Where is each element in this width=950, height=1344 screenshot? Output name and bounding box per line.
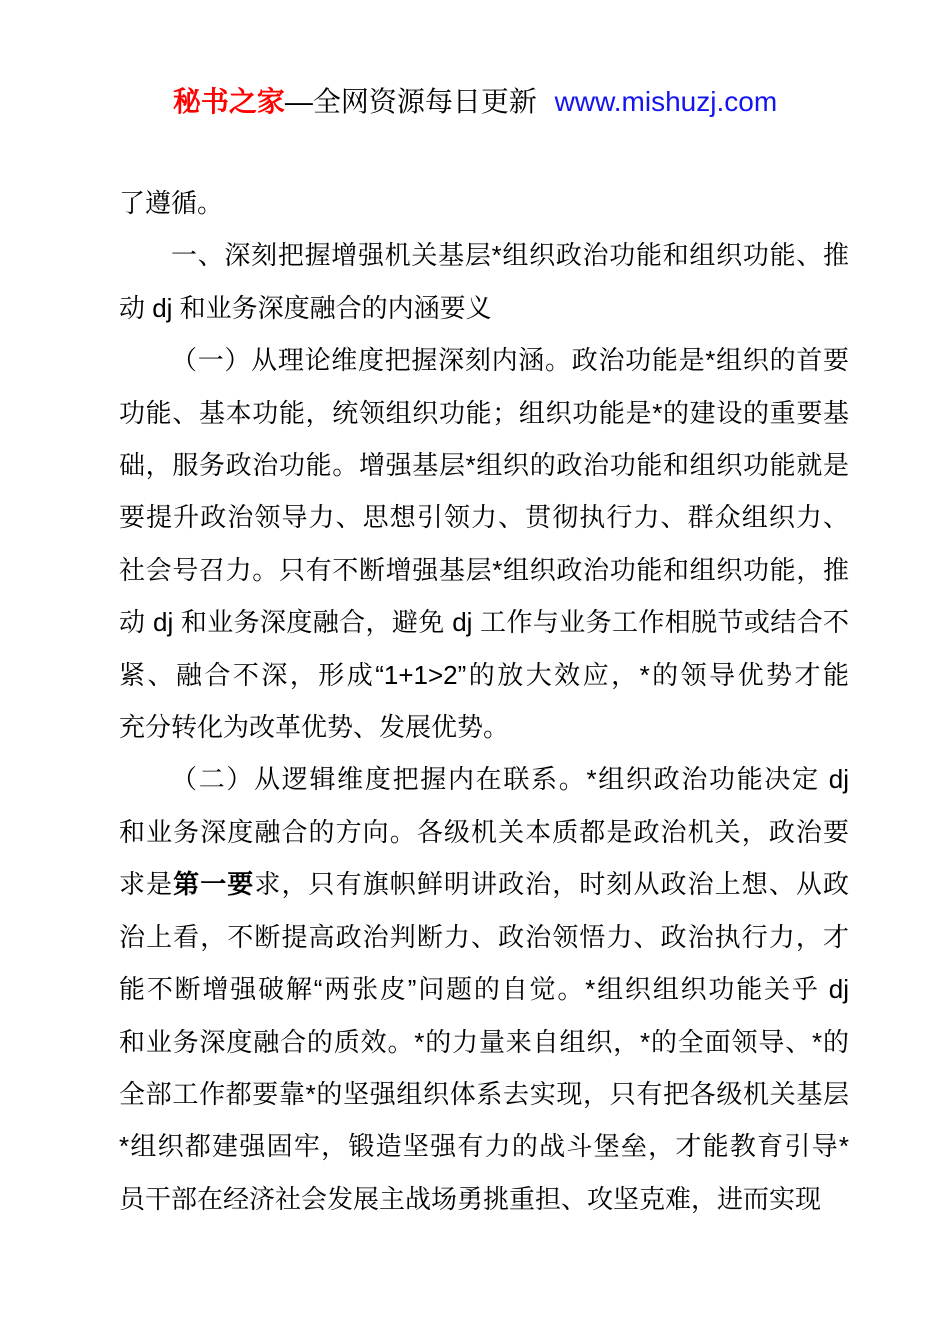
text-run: 功能、基本功能，统领组织功能；组织功能是*的建设的重要基: [119, 397, 849, 428]
text-line: [119, 596, 849, 648]
site-name: 秘书之家: [172, 86, 285, 117]
text-run: 治上看，不断提高政治判断力、政治领悟力、政治执行力，才: [119, 921, 849, 952]
text-run: 动 dj 和业务深度融合，避免 dj 工作与业务工作相脱节或结合不: [119, 607, 849, 638]
text-run: 全部工作都要靠*的坚强组织体系去实现，只有把各级机关基层: [119, 1078, 849, 1109]
text-line: [119, 858, 849, 910]
text-run: 充分转化为改革优势、发展优势。: [119, 712, 510, 743]
text-line: [119, 753, 849, 805]
text-run: 了遵循。: [119, 188, 224, 218]
text-run: *组织都建强固牢，锻造坚强有力的战斗堡垒，才能教育引导*: [119, 1131, 849, 1162]
text-run: 和业务深度融合的方向。各级机关本质都是政治机关，政治要: [119, 816, 849, 847]
text-run: 紧、融合不深，形成“1+1>2”的放大效应，*的领导优势才能: [119, 659, 849, 690]
text-run: 和业务深度融合的质效。*的力量来自组织，*的全面领导、*的: [119, 1026, 849, 1057]
text-run: （一）从理论维度把握深刻内涵。政治功能是*组织的首要: [171, 345, 849, 376]
section-heading-one: [119, 229, 849, 334]
text-line: [119, 544, 849, 596]
text-run: 求，只有旗帜鲜明讲政治，时刻从政治上想、从政: [254, 869, 849, 900]
text-run: 础，服务政治功能。增强基层*组织的政治功能和组织功能就是: [119, 450, 849, 481]
text-run: 要提升政治领导力、思想引领力、贯彻执行力、群众组织力、: [119, 502, 849, 533]
text-line: [119, 911, 849, 963]
text-line: [119, 963, 849, 1015]
text-line: [119, 177, 849, 229]
paragraph-point-two: [119, 753, 849, 1225]
text-run: 员干部在经济社会发展主战场勇挑重担、攻坚克难，进而实现: [119, 1183, 822, 1214]
text-line: [119, 334, 849, 386]
bold-text-run: 第一要: [173, 869, 255, 900]
text-line: [119, 1016, 849, 1068]
text-line: [119, 1120, 849, 1172]
text-line: [119, 701, 849, 753]
text-line: [119, 439, 849, 491]
text-line: [119, 806, 849, 858]
text-line: [119, 282, 849, 334]
text-line: [119, 1173, 849, 1225]
text-run: 一、深刻把握增强机关基层*组织政治功能和组织功能、推: [171, 240, 849, 271]
paragraph-continuation: [119, 177, 849, 229]
paragraph-point-one: [119, 334, 849, 753]
text-run: 求是: [119, 869, 174, 900]
text-line: [119, 1068, 849, 1120]
text-line: [119, 649, 849, 701]
text-run: 能不断增强破解“两张皮”问题的自觉。*组织组织功能关乎 dj: [119, 974, 849, 1005]
site-tagline: —全网资源每日更新: [284, 86, 537, 117]
text-run: 动 dj 和业务深度融合的内涵要义: [119, 292, 492, 323]
site-header: [0, 82, 950, 122]
site-url[interactable]: www.mishuzj.com: [554, 86, 778, 117]
text-run: 社会号召力。只有不断增强基层*组织政治功能和组织功能，推: [119, 554, 849, 585]
text-line: [119, 491, 849, 543]
document-body: [119, 177, 849, 1225]
text-run: （二）从逻辑维度把握内在联系。*组织政治功能决定 dj: [171, 764, 849, 795]
text-line: [119, 387, 849, 439]
text-line: [119, 229, 849, 281]
